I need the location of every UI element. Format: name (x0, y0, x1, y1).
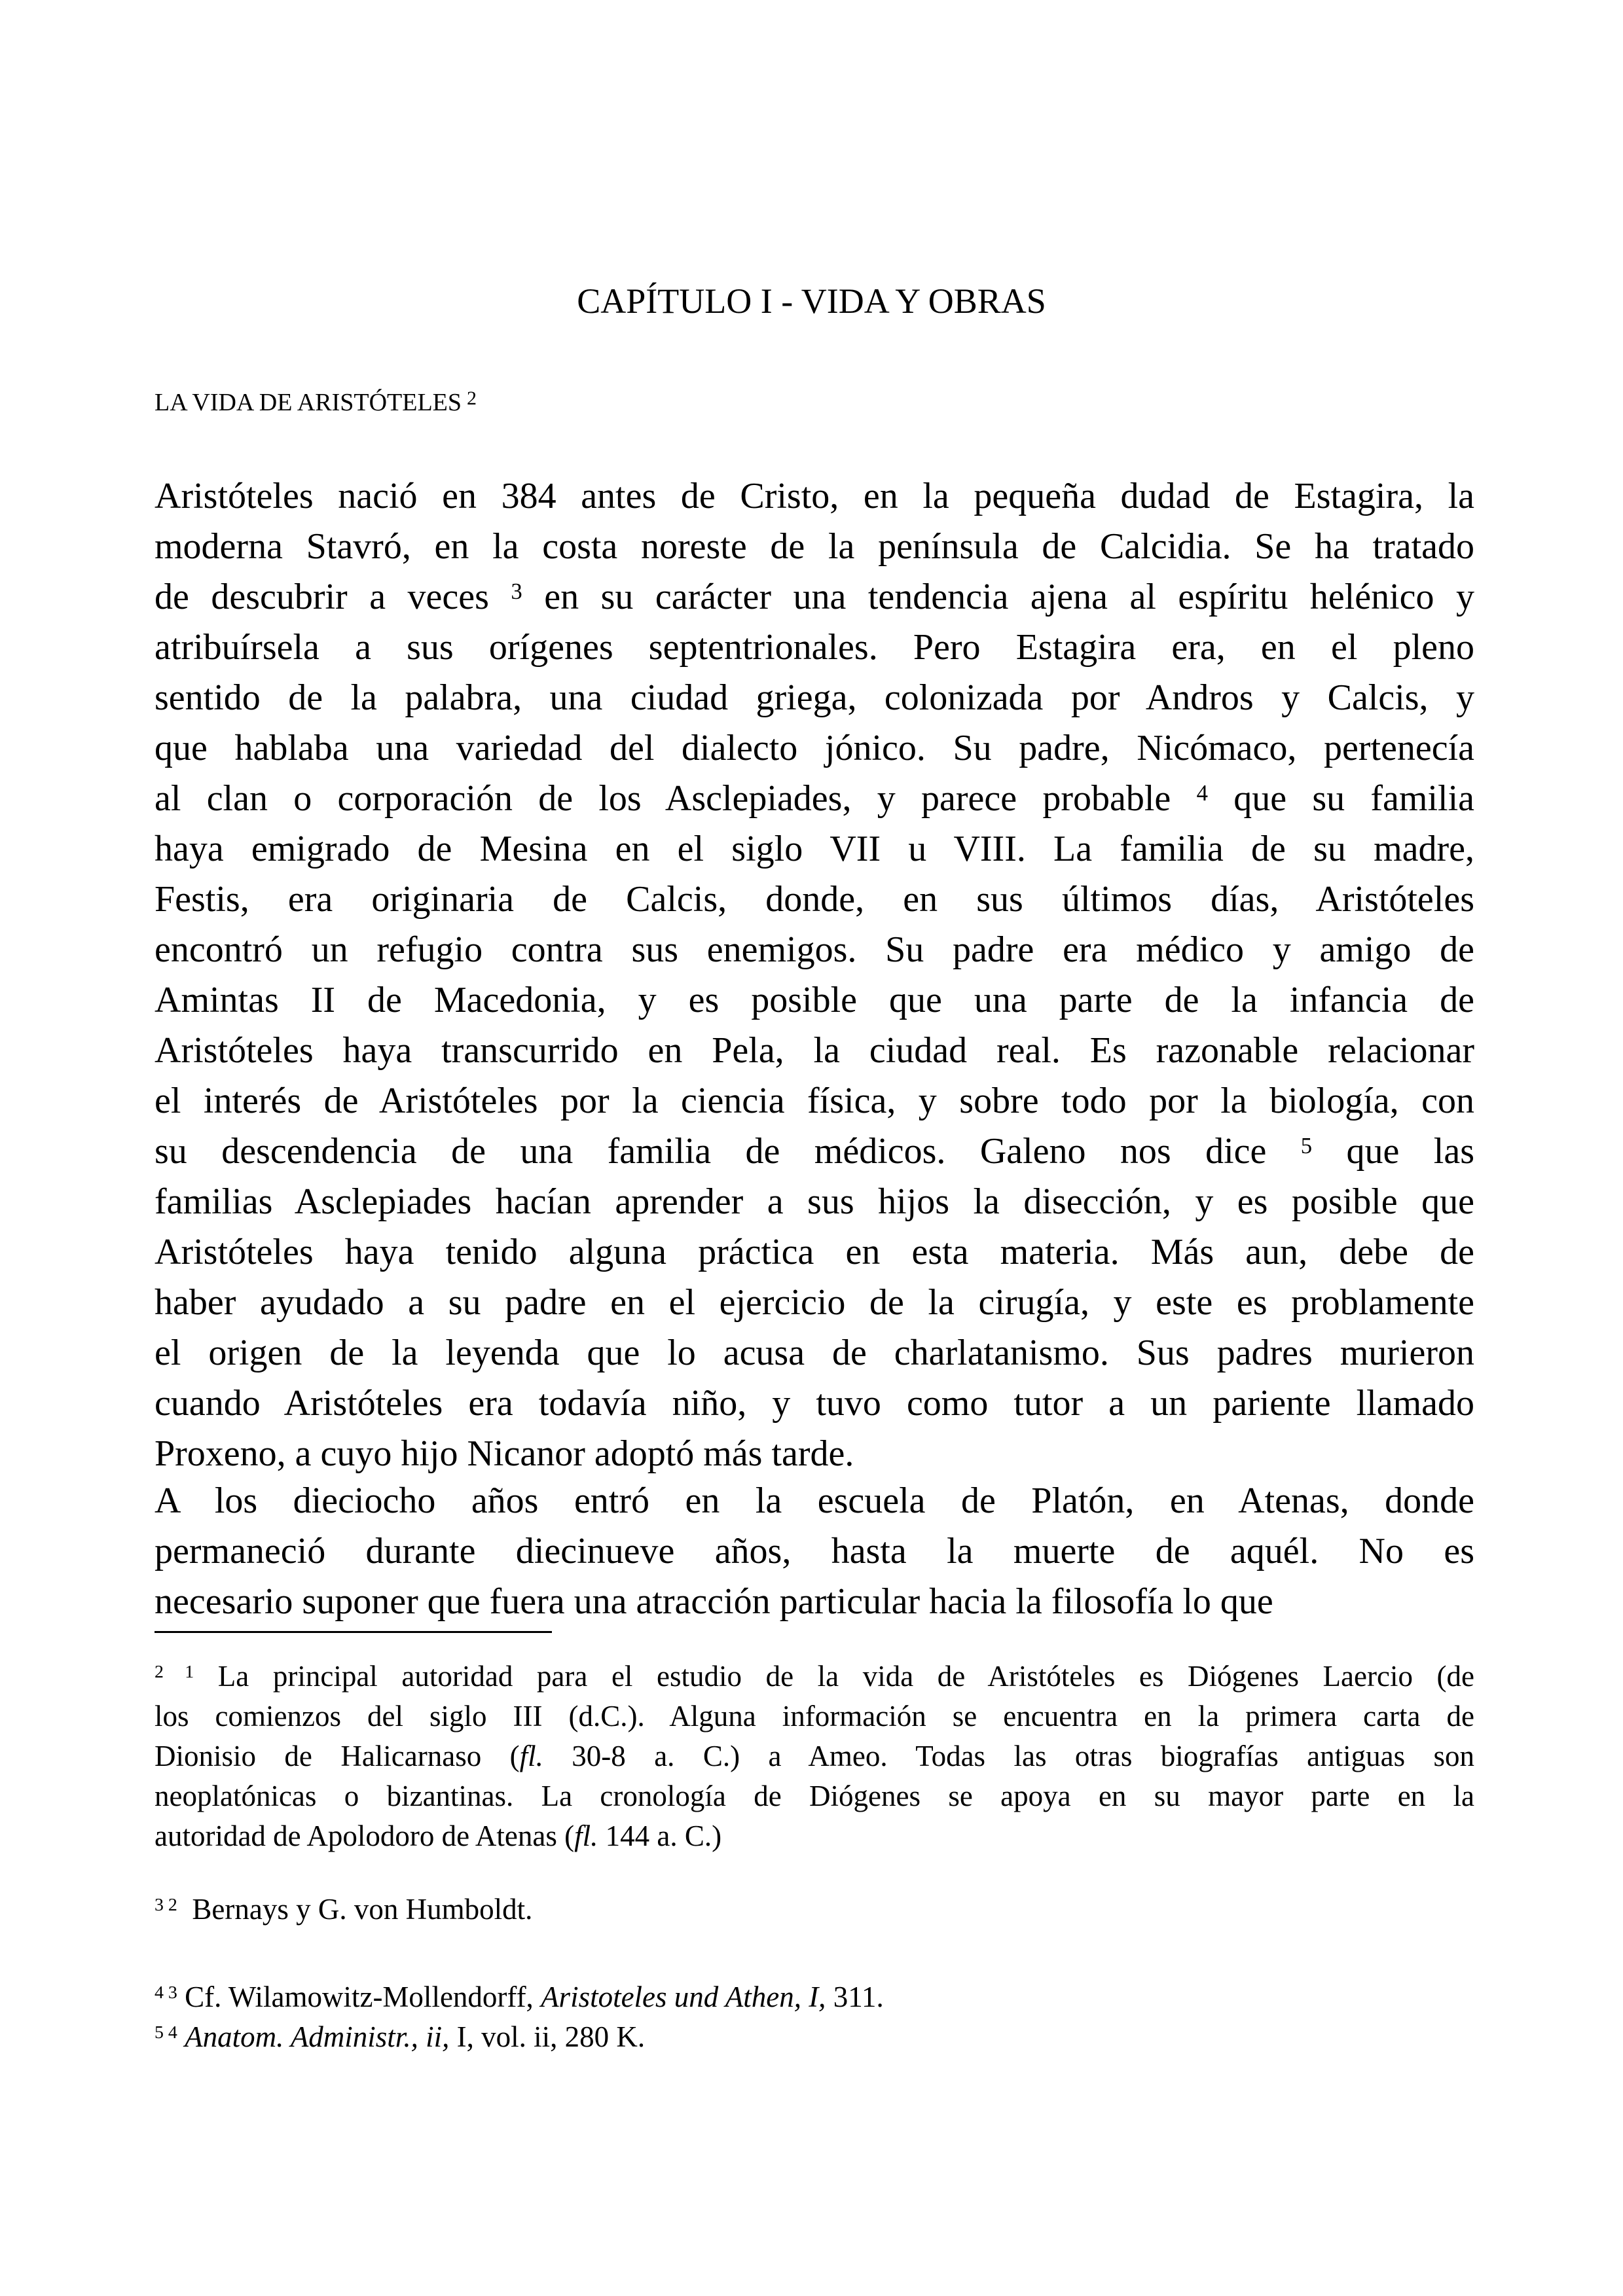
text-line (155, 471, 1474, 522)
text-line (155, 774, 1474, 824)
text-run: moderna Stavró, en la costa noreste de la península de Calcidia. Se ha tratado (155, 526, 1474, 567)
footnote (155, 1977, 1474, 2017)
text-run: de descubrir a veces (155, 577, 511, 617)
text-line (155, 1328, 1474, 1378)
text-line (155, 572, 1474, 622)
text-run: Aristoteles und Athen, I, (541, 1981, 826, 2013)
text-run: que las (1312, 1131, 1474, 1172)
text-run: 144 a. C.) (598, 1820, 722, 1852)
text-run: Aristóteles haya tenido alguna práctica en esta materia. Más aun, debe de (155, 1232, 1474, 1272)
text-line (155, 1776, 1474, 1816)
text-line (155, 925, 1474, 975)
footnote-ref: 2 1 (155, 1662, 194, 1683)
text-run: Anatom. Administr., ii, (185, 2020, 450, 2053)
text-line (155, 1378, 1474, 1429)
text-line (155, 1696, 1474, 1736)
text-line (155, 1126, 1474, 1177)
text-line (155, 1476, 1474, 1526)
text-line (155, 723, 1474, 774)
footnote (155, 1890, 1474, 1929)
text-line (155, 2017, 1474, 2057)
text-run: al clan o corporación de los Asclepiades, y parece probable (155, 778, 1197, 819)
text-run: que hablaba una variedad del dialecto jónico. Su padre, Nicómaco, pertenecía (155, 728, 1474, 768)
text-run: Aristóteles nació en 384 antes de Cristo, en la pequeña dudad de Estagira, la (155, 476, 1474, 516)
text-line (155, 1177, 1474, 1227)
text-run: 30-8 a. C.) a Ameo. Todas las otras biografías antiguas son (543, 1740, 1475, 1772)
text-run: Aristóteles haya transcurrido en Pela, la ciudad real. Es razonable relacionar (155, 1030, 1474, 1071)
footnote-ref: 2 (467, 387, 477, 409)
footnote (155, 1657, 1474, 1856)
text-run: Bernays y G. von Humboldt. (177, 1893, 533, 1926)
text-line (155, 1026, 1474, 1076)
text-run: familias Asclepiades hacían aprender a sus hijos la disección, y es posible que (155, 1181, 1474, 1222)
text-line (155, 1526, 1474, 1577)
body-paragraph (155, 1476, 1474, 1627)
footnote-ref: 4 (1196, 780, 1208, 806)
text-run: haber ayudado a su padre en el ejercicio de la cirugía, y este es problamente (155, 1282, 1474, 1323)
footnote-ref: 3 (511, 579, 522, 605)
text-run: I, vol. ii, 280 K. (449, 2020, 646, 2053)
text-run: A los dieciocho años entró en la escuela de Platón, en Atenas, donde (155, 1480, 1474, 1521)
text-line (155, 522, 1474, 572)
text-run: en su carácter una tendencia ajena al espíritu helénico y (522, 577, 1474, 617)
text-run: Amintas II de Macedonia, y es posible que una parte de la infancia de (155, 980, 1474, 1020)
chapter-title: CAPÍTULO I - VIDA Y OBRAS (577, 281, 1046, 321)
text-line (155, 1278, 1474, 1328)
text-run: cuando Aristóteles era todavía niño, y tuvo como tutor a un pariente llamado (155, 1383, 1474, 1424)
text-run: Proxeno, a cuyo hijo Nicanor adoptó más tarde. (155, 1433, 854, 1474)
text-run: neoplatónicas o bizantinas. La cronología de Diógenes se apoya en su mayor parte en la (155, 1780, 1474, 1812)
text-run: atribuírsela a sus orígenes septentrionales. Pero Estagira era, en el pleno (155, 627, 1474, 668)
footnote-ref: 5 (1300, 1133, 1313, 1159)
text-run: encontró un refugio contra sus enemigos. Su padre era médico y amigo de (155, 929, 1474, 970)
text-run: los comienzos del siglo III (d.C.). Alguna información se encuentra en la primera carta de (155, 1700, 1474, 1732)
text-run: necesario suponer que fuera una atracción particular hacia la filosofía lo que (155, 1581, 1273, 1622)
text-run: el interés de Aristóteles por la ciencia física, y sobre todo por la biología, con (155, 1081, 1474, 1121)
text-line (155, 824, 1474, 874)
text-line (155, 1890, 1474, 1929)
footnote-separator (155, 1631, 552, 1633)
text-run: Cf. Wilamowitz-Mollendorff, (177, 1981, 541, 2013)
text-line (155, 874, 1474, 925)
text-line (155, 1736, 1474, 1776)
text-run: permaneció durante diecinueve años, hasta la muerte de aquél. No es (155, 1531, 1474, 1571)
text-run: Dionisio de Halicarnaso ( (155, 1740, 520, 1772)
section-heading-text: LA VIDA DE ARISTÓTELES (155, 389, 462, 416)
text-run: fl. (519, 1740, 543, 1772)
section-heading (155, 383, 477, 422)
text-run: el origen de la leyenda que lo acusa de charlatanismo. Sus padres murieron (155, 1333, 1474, 1373)
text-line (155, 622, 1474, 673)
text-line (155, 1076, 1474, 1126)
text-line (155, 1227, 1474, 1278)
text-line (155, 673, 1474, 723)
text-line (155, 1657, 1474, 1696)
text-run: La principal autoridad para el estudio de la vida de Aristóteles es Diógenes Laercio (de (194, 1660, 1474, 1693)
text-line (155, 975, 1474, 1026)
text-line (155, 1816, 1474, 1856)
text-run (177, 2020, 185, 2053)
text-run: 311. (826, 1981, 884, 2013)
footnote-ref: 3 2 (155, 1895, 177, 1916)
text-run: su descendencia de una familia de médicos. Galeno nos dice (155, 1131, 1301, 1172)
body-paragraph (155, 471, 1474, 1479)
text-line (155, 1977, 1474, 2017)
text-run: Festis, era originaria de Calcis, donde, en sus últimos días, Aristóteles (155, 879, 1474, 920)
text-line (155, 1429, 1474, 1479)
text-run: que su familia (1207, 778, 1474, 819)
text-run: haya emigrado de Mesina en el siglo VII u VIII. La familia de su madre, (155, 829, 1474, 869)
text-line (155, 1577, 1474, 1627)
footnote-ref: 5 4 (155, 2022, 177, 2043)
footnote (155, 2017, 1474, 2057)
footnote-ref: 4 3 (155, 1982, 177, 2003)
text-run: fl. (574, 1820, 598, 1852)
text-run: sentido de la palabra, una ciudad griega, colonizada por Andros y Calcis, y (155, 677, 1474, 718)
text-run: autoridad de Apolodoro de Atenas ( (155, 1820, 575, 1852)
